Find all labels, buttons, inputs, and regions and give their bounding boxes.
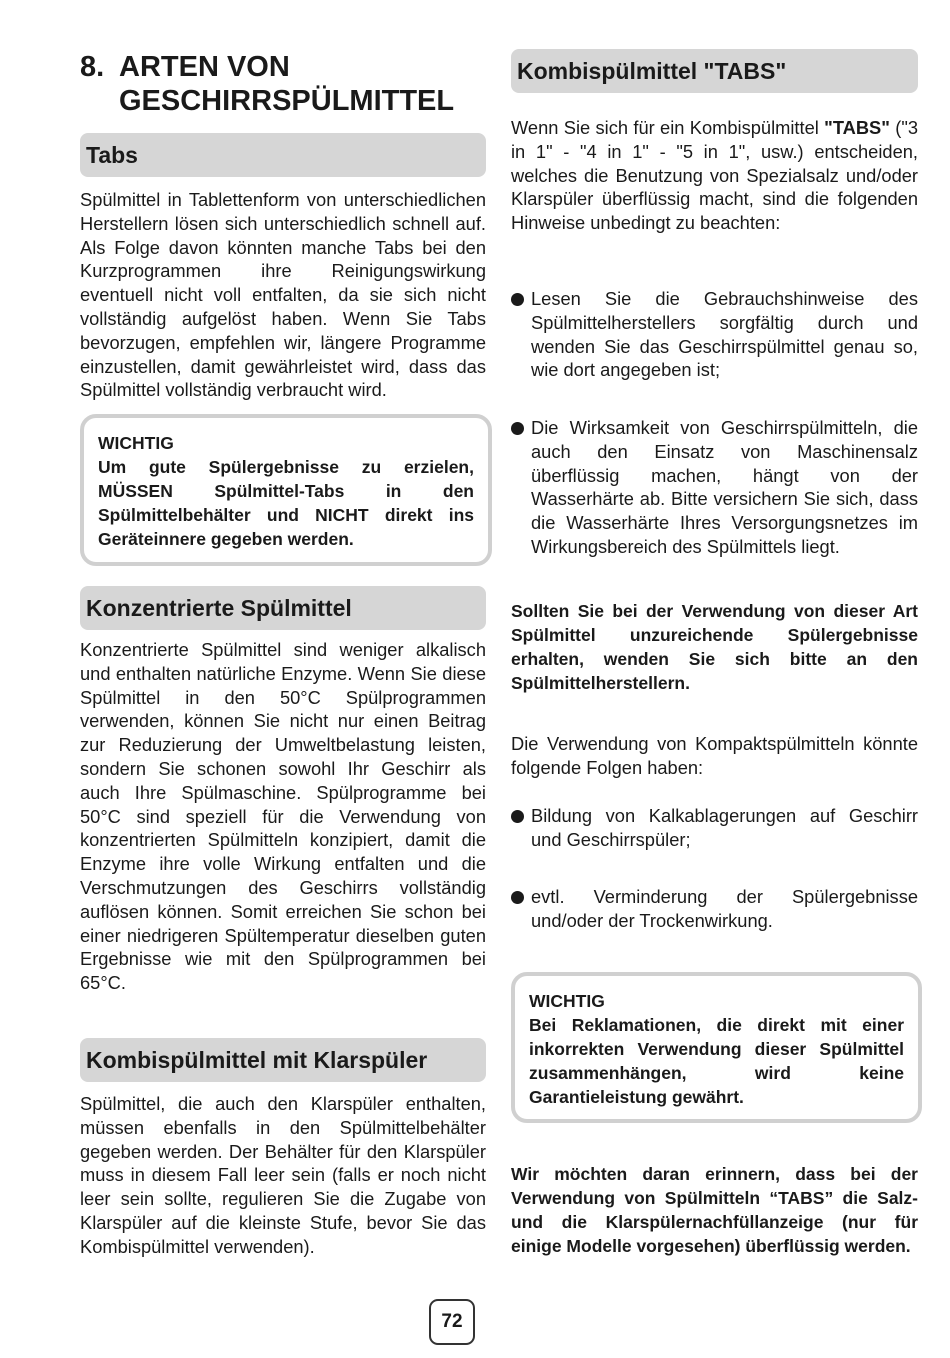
list-item-text: Die Wirksamkeit von Geschirrspülmitteln, die auch den Einsatz von Maschinensalz überflüssig machen, hängt von der Wasserhärte ab. Bitte versichern Sie sich, dass die Wasserhärte Ihres Versorgungsnetzes im Wirkungsbereich des Spülmittels liegt. xyxy=(531,417,918,557)
section-heading-concentrated: Konzentrierte Spülmittel xyxy=(80,586,486,630)
combi-tabs-intro xyxy=(511,116,918,235)
section-heading-tabs: Tabs xyxy=(80,133,486,177)
bullet-icon xyxy=(511,891,524,904)
page-number: 72 xyxy=(429,1299,475,1345)
intro-tabs-bold: "TABS" xyxy=(824,117,890,138)
consequences-intro: Die Verwendung von Kompaktspülmitteln könnte folgende Folgen haben: xyxy=(511,733,918,778)
manufacturer-contact-note: Sollten Sie bei der Verwendung von dieser Art Spülmittel unzureichende Spülergebnisse erhalten, wenden Sie sich bitte an den Spülmittelherstellern. xyxy=(511,601,918,693)
list-item-text: evtl. Verminderung der Spülergebnisse und/oder der Trockenwirkung. xyxy=(531,886,918,931)
list-item xyxy=(511,885,918,933)
list-item-text: Lesen Sie die Gebrauchshinweise des Spülmittelherstellers sorgfältig durch und wenden Sie das Geschirrspülmittel genau so, wie dort angegeben ist; xyxy=(531,288,918,381)
note-title: WICHTIG xyxy=(98,433,174,453)
bullet-icon xyxy=(511,422,524,435)
list-item xyxy=(511,416,918,559)
concentrated-paragraph: Konzentrierte Spülmittel sind weniger alkalisch und enthalten natürliche Enzyme. Wenn Sie diese Spülmittel in den 50°C Spülprogrammen verwenden, können Sie nicht nur einen Beitrag zur Reduzierung der Umweltbelastung leisten, sondern Sie schonen sowohl Ihr Geschirr als auch Ihre Spülmaschine. Spülprogramme bei 50°C sind speziell für die Verwendung von konzentrierten Spülmitteln konzipiert, damit die Enzyme ihre volle Wirkung entfalten und die Verschmutzungen des Geschirrs vollständig auflösen können. Somit erreichen Sie schon bei einer niedrigeren Spültemperatur dieselben guten Ergebnisse wie mit den Spülprogrammen bei 65°C. xyxy=(80,639,486,994)
tabs-paragraph: Spülmittel in Tablettenform von unterschiedlichen Herstellern lösen sich unterschiedlich schnell auf. Als Folge davon könnten manche Tabs bei den Kurzprogrammen ihre Reinigungswirkung eventuell nicht voll entfalten, da sie sich nicht vollständig aufgelöst haben. Wenn Sie Tabs bevorzugen, empfehlen wir, längere Programme einzustellen, damit gewährleistet wird, dass das Spülmittel vollständig verbraucht wird. xyxy=(80,189,486,401)
list-item xyxy=(511,287,918,382)
list-item-text: Bildung von Kalkablagerungen auf Geschirr und Geschirrspüler; xyxy=(531,805,918,850)
important-note-tabs xyxy=(80,414,492,566)
bullet-icon xyxy=(511,810,524,823)
section-heading-combi-rinse: Kombispülmittel mit Klarspüler xyxy=(80,1038,486,1082)
bullet-icon xyxy=(511,293,524,306)
important-note-warranty xyxy=(511,972,922,1123)
intro-text: Wenn Sie sich für ein Kombispülmittel xyxy=(511,117,825,138)
intro-text-continued: ("3 in 1" - "4 in 1" - "5 in 1", usw.) entscheiden, welches die Benutzung von Spezialsalz und/oder Klarspüler überflüssig macht, sind die folgenden Hinweise unbedingt zu beachten: xyxy=(511,117,919,234)
note-title: WICHTIG xyxy=(529,991,605,1011)
chapter-heading: ARTEN VON GESCHIRRSPÜLMITTEL xyxy=(119,51,455,117)
combi-rinse-paragraph: Spülmittel, die auch den Klarspüler enthalten, müssen ebenfalls in den Spülmittelbehälter gegeben werden. Der Behälter für den Klarspüler muss in diesem Fall leer sein (falls er noch nicht leer sein sollte, regulieren Sie die Zugabe von Klarspüler auf die kleinste Stufe, bevor Sie das Kombispülmittel verwenden). xyxy=(80,1093,486,1257)
chapter-title xyxy=(80,50,500,118)
section-heading-combi-tabs: Kombispülmittel "TABS" xyxy=(511,49,918,93)
list-item xyxy=(511,804,918,852)
note-text: Um gute Spülergebnisse zu erzielen, MÜSSEN Spülmittel-Tabs in den Spülmittelbehälter und NICHT direkt ins Geräteinnere gegeben werden. xyxy=(98,457,474,549)
chapter-number: 8. xyxy=(80,51,105,83)
note-text: Bei Reklamationen, die direkt mit einer inkorrekten Verwendung dieser Spülmittel zusammenhängen, wird keine Garantieleistung gewährt. xyxy=(529,1015,904,1107)
reminder-note: Wir möchten daran erinnern, dass bei der Verwendung von Spülmitteln “TABS” die Salz- und die Klarspülernachfüllanzeige (nur für einige Modelle vorgesehen) überflüssig werden. xyxy=(511,1164,918,1256)
